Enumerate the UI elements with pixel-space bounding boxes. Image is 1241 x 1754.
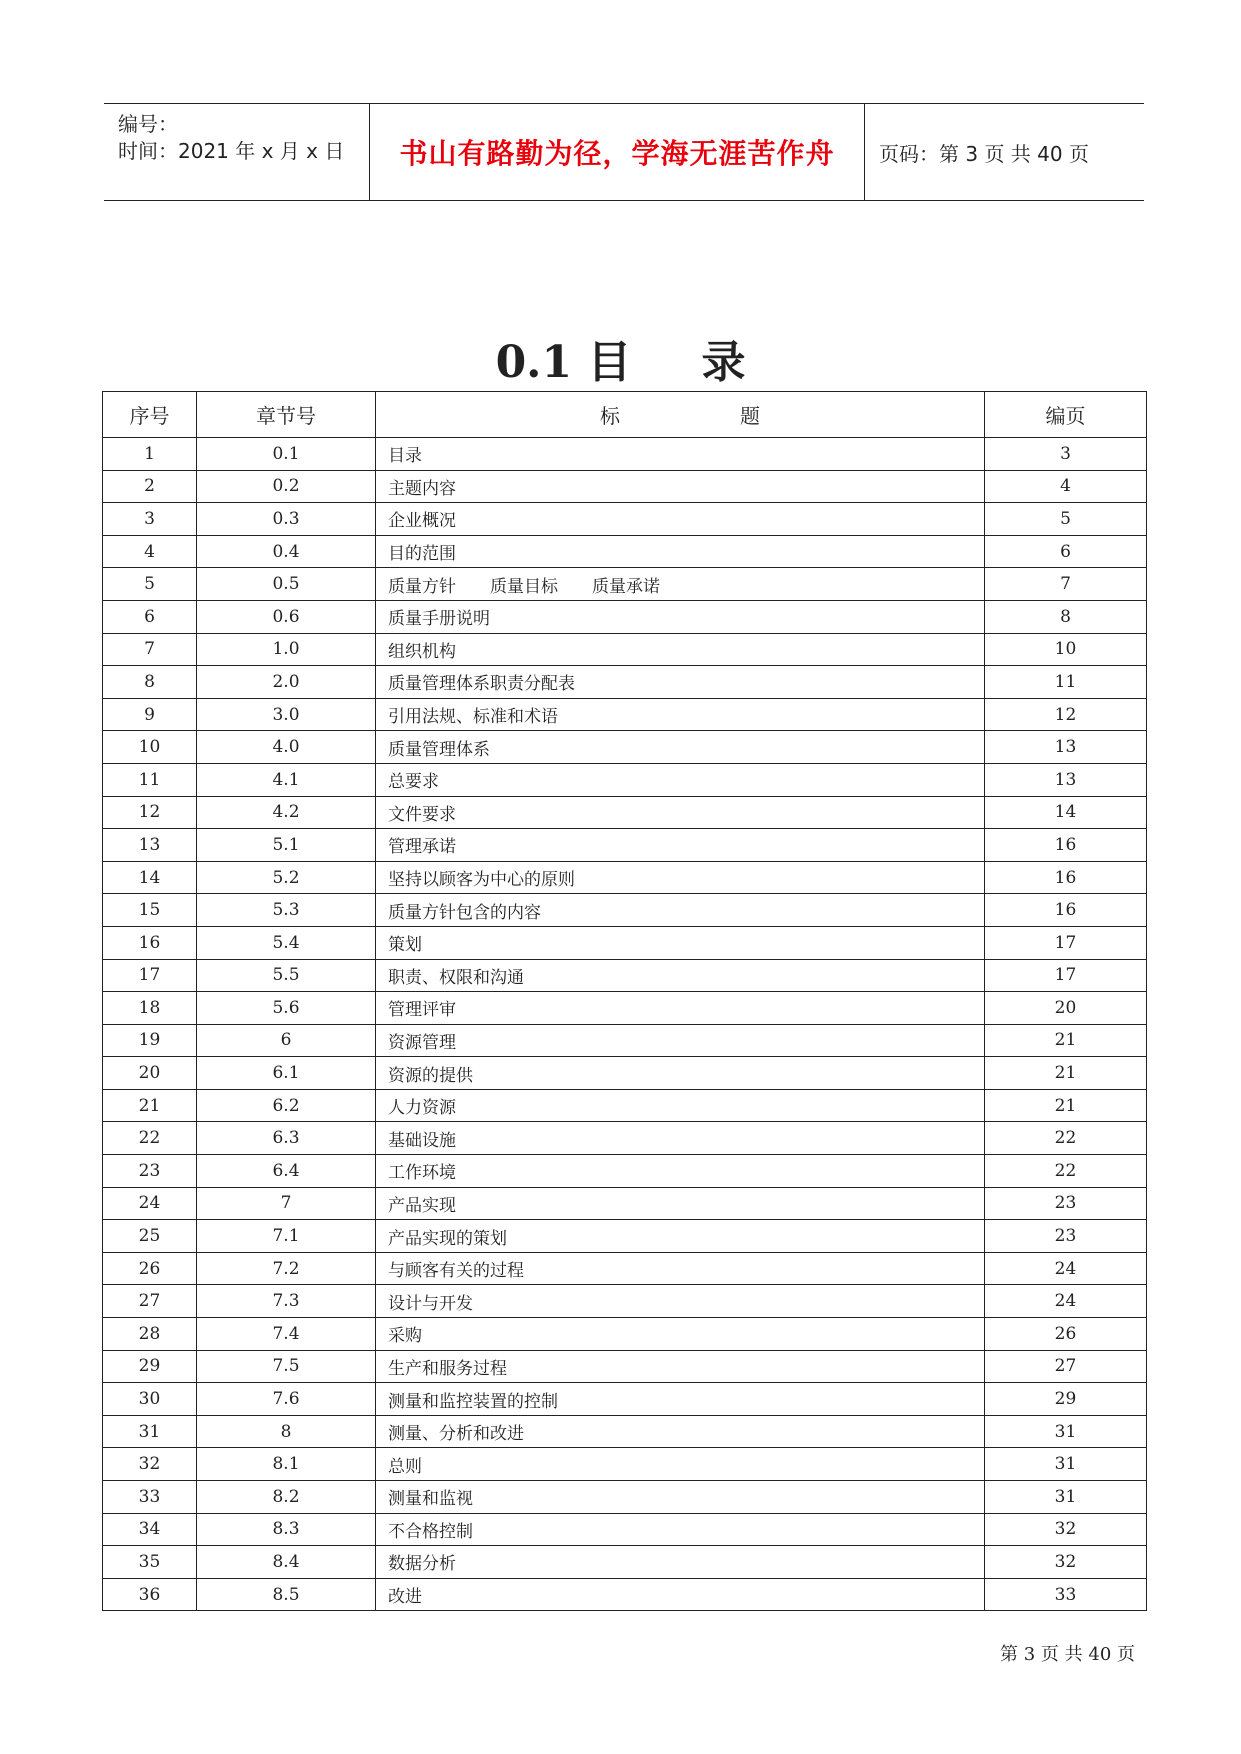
row-chapter: 0.6	[197, 600, 376, 633]
page-title	[0, 326, 1241, 390]
row-title: 总则	[376, 1448, 985, 1481]
row-index: 29	[103, 1350, 197, 1383]
document-code-label: 编号：	[118, 112, 178, 136]
row-page: 22	[985, 1155, 1147, 1188]
row-page: 31	[985, 1448, 1147, 1481]
row-index: 13	[103, 829, 197, 862]
row-title: 改进	[376, 1578, 985, 1611]
row-page: 8	[985, 600, 1147, 633]
row-title: 人力资源	[376, 1089, 985, 1122]
row-index: 28	[103, 1318, 197, 1351]
row-title: 企业概况	[376, 503, 985, 536]
row-page: 5	[985, 503, 1147, 536]
title-number: 0.1 目	[495, 337, 632, 388]
row-chapter: 7.2	[197, 1252, 376, 1285]
row-index: 9	[103, 698, 197, 731]
header-title-b: 题	[740, 404, 760, 428]
table-row	[103, 861, 1147, 894]
table-row	[103, 1578, 1147, 1611]
row-chapter: 7	[197, 1187, 376, 1220]
row-title: 采购	[376, 1318, 985, 1351]
row-index: 15	[103, 894, 197, 927]
row-chapter: 5.3	[197, 894, 376, 927]
row-chapter: 0.1	[197, 438, 376, 471]
row-page: 22	[985, 1122, 1147, 1155]
table-row	[103, 1057, 1147, 1090]
row-title: 工作环境	[376, 1155, 985, 1188]
header-page: 编页	[985, 392, 1147, 438]
row-index: 19	[103, 1024, 197, 1057]
row-chapter: 5.6	[197, 992, 376, 1025]
row-chapter: 7.6	[197, 1383, 376, 1416]
row-index: 8	[103, 666, 197, 699]
row-title: 资源管理	[376, 1024, 985, 1057]
table-row	[103, 535, 1147, 568]
row-page: 3	[985, 438, 1147, 471]
row-index: 11	[103, 763, 197, 796]
row-page: 20	[985, 992, 1147, 1025]
row-chapter: 6	[197, 1024, 376, 1057]
table-row	[103, 1383, 1147, 1416]
row-title: 不合格控制	[376, 1513, 985, 1546]
toc-body	[103, 438, 1147, 1611]
row-title: 坚持以顾客为中心的原则	[376, 861, 985, 894]
table-row	[103, 926, 1147, 959]
row-page: 27	[985, 1350, 1147, 1383]
row-page: 26	[985, 1318, 1147, 1351]
row-chapter: 4.1	[197, 763, 376, 796]
header-motto-cell	[370, 104, 865, 200]
row-title: 与顾客有关的过程	[376, 1252, 985, 1285]
row-index: 2	[103, 470, 197, 503]
table-row	[103, 1481, 1147, 1514]
table-row	[103, 1513, 1147, 1546]
row-page: 21	[985, 1024, 1147, 1057]
row-page: 16	[985, 861, 1147, 894]
row-title: 测量和监视	[376, 1481, 985, 1514]
table-row	[103, 1122, 1147, 1155]
row-chapter: 6.3	[197, 1122, 376, 1155]
row-page: 24	[985, 1285, 1147, 1318]
row-index: 17	[103, 959, 197, 992]
row-chapter: 1.0	[197, 633, 376, 666]
table-row	[103, 1155, 1147, 1188]
row-title: 质量手册说明	[376, 600, 985, 633]
table-row	[103, 1350, 1147, 1383]
row-page: 6	[985, 535, 1147, 568]
row-title: 目的范围	[376, 535, 985, 568]
row-index: 22	[103, 1122, 197, 1155]
row-index: 34	[103, 1513, 197, 1546]
row-index: 35	[103, 1546, 197, 1579]
motto-text: 书山有路勤为径，学海无涯苦作舟	[399, 137, 835, 170]
row-page: 31	[985, 1481, 1147, 1514]
row-page: 7	[985, 568, 1147, 601]
row-title: 生产和服务过程	[376, 1350, 985, 1383]
page-footer: 第 3 页 共 40 页	[1000, 1644, 1135, 1665]
table-row	[103, 503, 1147, 536]
row-index: 1	[103, 438, 197, 471]
row-chapter: 5.2	[197, 861, 376, 894]
row-title: 文件要求	[376, 796, 985, 829]
row-chapter: 0.2	[197, 470, 376, 503]
row-title: 质量管理体系	[376, 731, 985, 764]
row-chapter: 8.1	[197, 1448, 376, 1481]
row-title: 管理承诺	[376, 829, 985, 862]
table-row	[103, 1220, 1147, 1253]
row-chapter: 7.5	[197, 1350, 376, 1383]
table-row	[103, 470, 1147, 503]
toc-table	[102, 391, 1147, 1611]
row-page: 33	[985, 1578, 1147, 1611]
row-title: 测量、分析和改进	[376, 1415, 985, 1448]
row-page: 21	[985, 1089, 1147, 1122]
table-row	[103, 666, 1147, 699]
row-page: 11	[985, 666, 1147, 699]
row-index: 24	[103, 1187, 197, 1220]
row-chapter: 5.5	[197, 959, 376, 992]
table-row	[103, 796, 1147, 829]
row-title: 基础设施	[376, 1122, 985, 1155]
table-row	[103, 1252, 1147, 1285]
row-chapter: 0.4	[197, 535, 376, 568]
row-chapter: 4.2	[197, 796, 376, 829]
row-chapter: 7.1	[197, 1220, 376, 1253]
row-page: 32	[985, 1546, 1147, 1579]
row-chapter: 8	[197, 1415, 376, 1448]
table-row	[103, 959, 1147, 992]
row-index: 23	[103, 1155, 197, 1188]
title-word: 录	[701, 337, 746, 388]
row-index: 18	[103, 992, 197, 1025]
row-page: 17	[985, 926, 1147, 959]
row-title: 产品实现	[376, 1187, 985, 1220]
row-title: 质量方针包含的内容	[376, 894, 985, 927]
table-row	[103, 600, 1147, 633]
row-title: 职责、权限和沟通	[376, 959, 985, 992]
table-row	[103, 1318, 1147, 1351]
row-title: 总要求	[376, 763, 985, 796]
row-title: 测量和监控装置的控制	[376, 1383, 985, 1416]
row-page: 24	[985, 1252, 1147, 1285]
row-chapter: 6.4	[197, 1155, 376, 1188]
row-chapter: 0.5	[197, 568, 376, 601]
table-row	[103, 568, 1147, 601]
row-page: 17	[985, 959, 1147, 992]
row-title: 目录	[376, 438, 985, 471]
table-row	[103, 731, 1147, 764]
row-title: 数据分析	[376, 1546, 985, 1579]
row-index: 5	[103, 568, 197, 601]
row-index: 32	[103, 1448, 197, 1481]
row-chapter: 8.3	[197, 1513, 376, 1546]
row-index: 33	[103, 1481, 197, 1514]
row-title: 质量管理体系职责分配表	[376, 666, 985, 699]
row-page: 16	[985, 829, 1147, 862]
table-row	[103, 1187, 1147, 1220]
header-chapter: 章节号	[197, 392, 376, 438]
row-chapter: 7.3	[197, 1285, 376, 1318]
header-title	[376, 392, 985, 438]
row-chapter: 6.2	[197, 1089, 376, 1122]
row-index: 21	[103, 1089, 197, 1122]
row-index: 14	[103, 861, 197, 894]
row-title: 设计与开发	[376, 1285, 985, 1318]
row-title: 策划	[376, 926, 985, 959]
row-title: 管理评审	[376, 992, 985, 1025]
row-index: 36	[103, 1578, 197, 1611]
row-chapter: 2.0	[197, 666, 376, 699]
document-time-label: 时间：2021 年 x 月 x 日	[118, 139, 345, 163]
row-page: 13	[985, 763, 1147, 796]
row-page: 12	[985, 698, 1147, 731]
row-page: 10	[985, 633, 1147, 666]
row-chapter: 5.1	[197, 829, 376, 862]
table-row	[103, 829, 1147, 862]
table-row	[103, 698, 1147, 731]
row-index: 3	[103, 503, 197, 536]
header-page-info: 页码：第 3 页 共 40 页	[879, 141, 1089, 166]
row-page: 4	[985, 470, 1147, 503]
row-title: 产品实现的策划	[376, 1220, 985, 1253]
row-chapter: 8.2	[197, 1481, 376, 1514]
table-row	[103, 992, 1147, 1025]
row-chapter: 8.5	[197, 1578, 376, 1611]
row-index: 12	[103, 796, 197, 829]
row-index: 25	[103, 1220, 197, 1253]
row-page: 21	[985, 1057, 1147, 1090]
row-chapter: 3.0	[197, 698, 376, 731]
table-row	[103, 894, 1147, 927]
document-header	[104, 103, 1144, 201]
row-index: 30	[103, 1383, 197, 1416]
row-chapter: 6.1	[197, 1057, 376, 1090]
row-title: 资源的提供	[376, 1057, 985, 1090]
row-chapter: 5.4	[197, 926, 376, 959]
toc-header-row	[103, 392, 1147, 438]
row-page: 29	[985, 1383, 1147, 1416]
row-page: 23	[985, 1187, 1147, 1220]
row-index: 26	[103, 1252, 197, 1285]
row-title: 组织机构	[376, 633, 985, 666]
header-page-cell	[865, 104, 1144, 200]
header-title-a: 标	[600, 404, 620, 428]
row-page: 32	[985, 1513, 1147, 1546]
row-title: 质量方针 质量目标 质量承诺	[376, 568, 985, 601]
row-title: 引用法规、标准和术语	[376, 698, 985, 731]
header-left-cell	[104, 104, 370, 200]
row-index: 10	[103, 731, 197, 764]
row-chapter: 7.4	[197, 1318, 376, 1351]
table-row	[103, 1089, 1147, 1122]
row-index: 6	[103, 600, 197, 633]
row-title: 主题内容	[376, 470, 985, 503]
row-page: 31	[985, 1415, 1147, 1448]
table-row	[103, 1448, 1147, 1481]
row-index: 16	[103, 926, 197, 959]
table-row	[103, 1024, 1147, 1057]
row-index: 27	[103, 1285, 197, 1318]
row-page: 13	[985, 731, 1147, 764]
header-index: 序号	[103, 392, 197, 438]
row-index: 7	[103, 633, 197, 666]
row-page: 14	[985, 796, 1147, 829]
row-chapter: 4.0	[197, 731, 376, 764]
row-chapter: 8.4	[197, 1546, 376, 1579]
table-row	[103, 1285, 1147, 1318]
table-row	[103, 1546, 1147, 1579]
row-chapter: 0.3	[197, 503, 376, 536]
row-page: 16	[985, 894, 1147, 927]
row-index: 31	[103, 1415, 197, 1448]
table-row	[103, 438, 1147, 471]
row-page: 23	[985, 1220, 1147, 1253]
row-index: 4	[103, 535, 197, 568]
table-row	[103, 1415, 1147, 1448]
table-row	[103, 633, 1147, 666]
table-row	[103, 763, 1147, 796]
row-index: 20	[103, 1057, 197, 1090]
